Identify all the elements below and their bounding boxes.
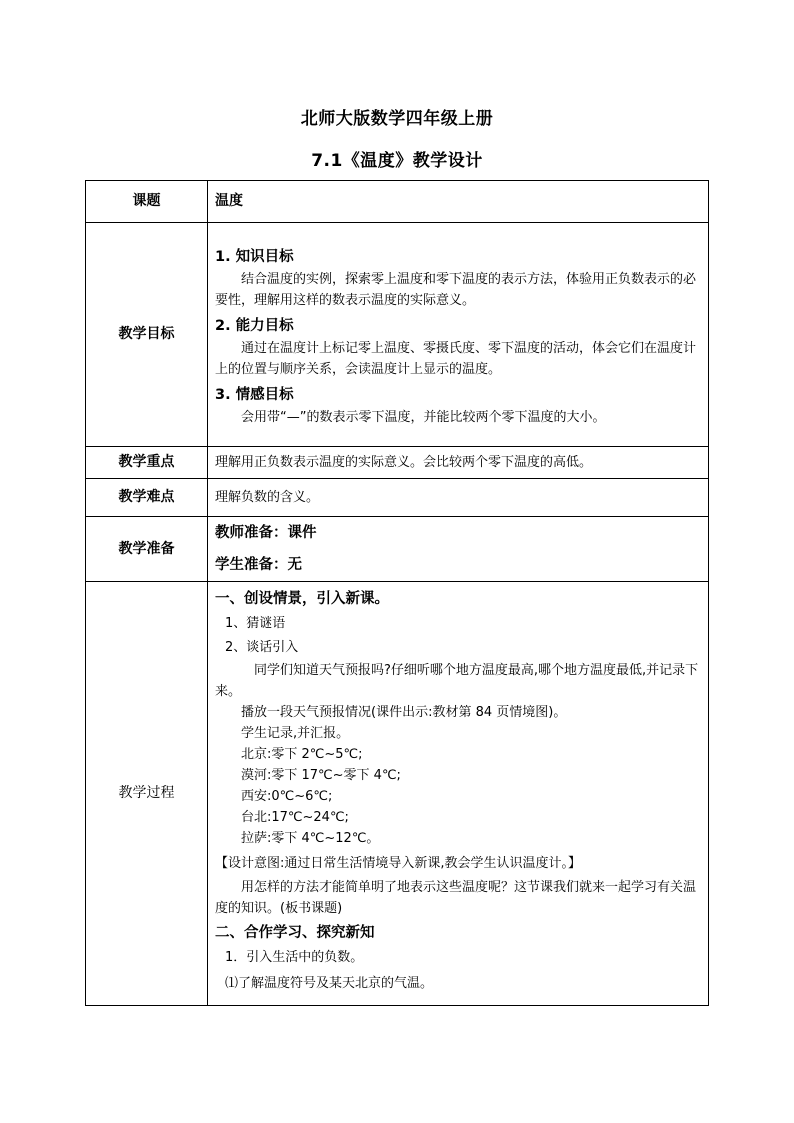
objective-heading-ability: 2. 能力目标 — [215, 317, 294, 334]
objective-text-knowledge: 结合温度的实例，探索零上温度和零下温度的表示方法，体验用正负数表示的必要性，理解用这样的数表示温度的实际意义。 — [215, 271, 697, 308]
objectives-label: 教学目标 — [86, 223, 208, 447]
process-paragraph-forecast: 同学们知道天气预报吗?仔细听哪个地方温度最高,哪个地方温度最低,并记录下来。 — [215, 663, 699, 699]
process-item-temperature-symbol: ⑴了解温度符号及某天北京的气温。 — [225, 976, 434, 991]
process-item-riddle: 1、猜谜语 — [225, 616, 286, 631]
table-row-key-points — [86, 447, 709, 479]
process-section-1-title: 一、创设情景，引入新课。 — [215, 591, 389, 607]
document-subtitle: 7.1《温度》教学设计 — [311, 151, 483, 171]
process-value — [208, 582, 709, 1006]
student-preparation: 学生准备：无 — [215, 557, 302, 573]
table-row-preparation — [86, 517, 709, 582]
table-row-difficulties — [86, 479, 709, 517]
teacher-preparation: 教师准备：课件 — [215, 525, 317, 541]
table-row-process — [86, 582, 709, 1006]
process-item-negative-numbers: 1．引入生活中的负数。 — [225, 950, 364, 965]
preparation-value — [208, 517, 709, 582]
city-temperature-mohe: 漠河:零下 17℃~零下 4℃; — [241, 768, 401, 783]
preparation-label: 教学准备 — [86, 517, 208, 582]
topic-text: 温度 — [215, 193, 243, 209]
process-label: 教学过程 — [86, 582, 208, 1006]
difficulties-value: 理解负数的含义。 — [208, 479, 709, 517]
lesson-plan-table — [85, 180, 709, 1006]
process-paragraph-video: 播放一段天气预报情况(课件出示:教材第 84 页情境图)。 — [241, 705, 567, 720]
document-title: 北师大版数学四年级上册 — [300, 109, 494, 129]
city-temperature-taipei: 台北:17℃~24℃; — [241, 810, 349, 825]
process-section-2-title: 二、合作学习、探究新知 — [215, 925, 375, 941]
objective-text-emotion: 会用带“—”的数表示零下温度，并能比较两个零下温度的大小。 — [241, 409, 606, 425]
design-intent: 【设计意图:通过日常生活情境导入新课,教会学生认识温度计。】 — [215, 856, 582, 871]
objective-text-ability: 通过在温度计上标记零上温度、零摄氏度、零下温度的活动，体会它们在温度计上的位置与顺序关系，会读温度计上显示的温度。 — [215, 340, 697, 377]
city-temperature-lhasa: 拉萨:零下 4℃~12℃。 — [241, 831, 380, 846]
objective-heading-knowledge: 1. 知识目标 — [215, 248, 294, 265]
table-row-topic — [86, 181, 709, 223]
topic-label: 课题 — [86, 181, 208, 223]
city-temperature-beijing: 北京:零下 2℃~5℃; — [241, 747, 363, 762]
objective-heading-emotion: 3. 情感目标 — [215, 386, 294, 403]
key-points-value: 理解用正负数表示温度的实际意义。会比较两个零下温度的高低。 — [208, 447, 709, 479]
table-row-objectives — [86, 223, 709, 447]
topic-value — [208, 181, 709, 223]
difficulties-label: 教学难点 — [86, 479, 208, 517]
process-paragraph-record: 学生记录,并汇报。 — [241, 726, 350, 741]
objectives-value — [208, 223, 709, 447]
city-temperature-xian: 西安:0℃~6℃; — [241, 789, 333, 804]
key-points-label: 教学重点 — [86, 447, 208, 479]
process-paragraph-method: 用怎样的方法才能简单明了地表示这些温度呢？这节课我们就来一起学习有关温度的知识。(板书课题) — [215, 880, 697, 916]
process-item-talk: 2、谈话引入 — [225, 640, 299, 655]
